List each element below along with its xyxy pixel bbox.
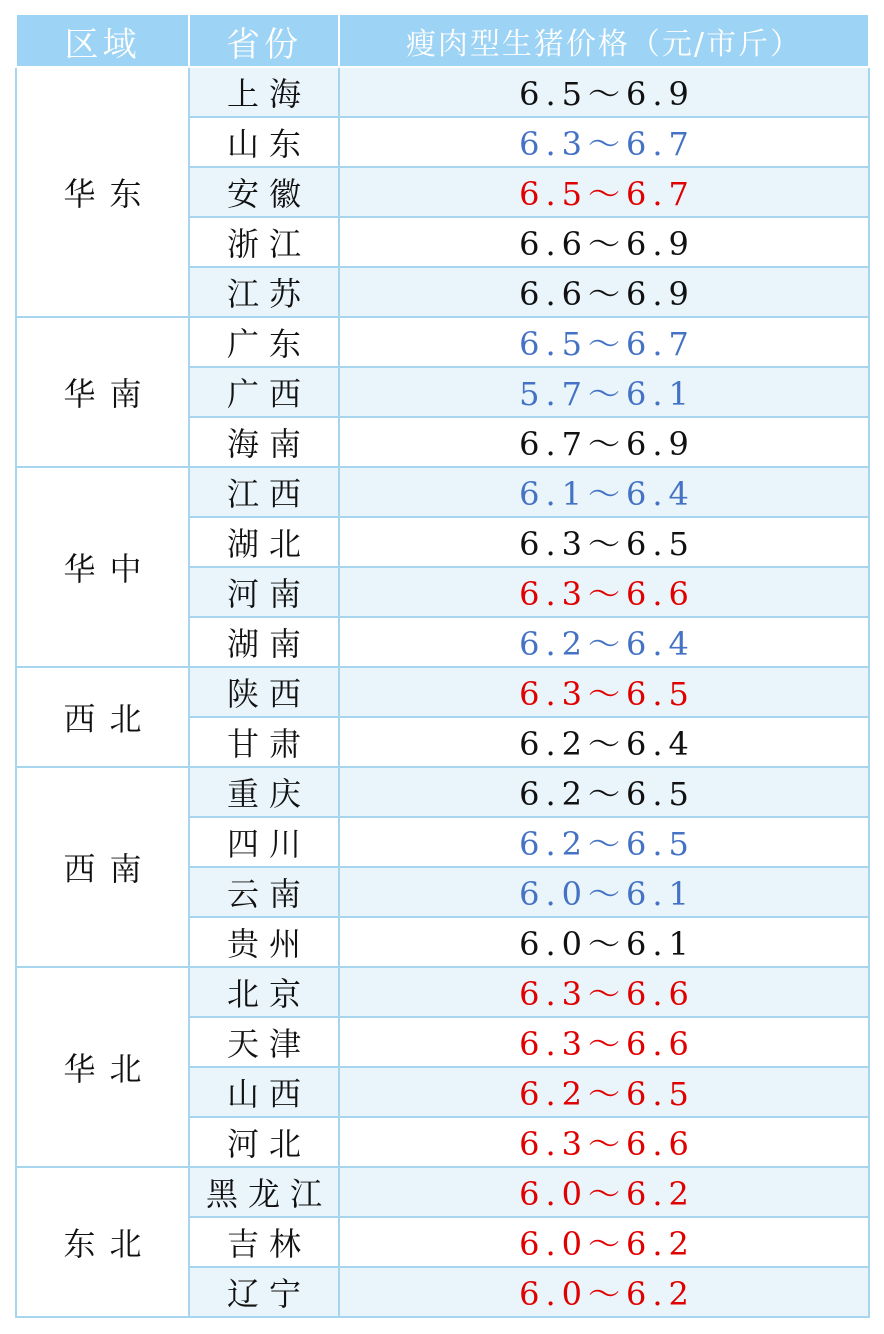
province-cell: 海南 xyxy=(189,417,339,467)
price-range-cell: 6.5～6.7 xyxy=(339,167,869,217)
province-cell: 湖南 xyxy=(189,617,339,667)
province-cell: 上海 xyxy=(189,67,339,117)
table-row xyxy=(16,1167,869,1217)
price-range-cell: 6.0～6.1 xyxy=(339,867,869,917)
price-range-cell: 6.3～6.6 xyxy=(339,1117,869,1167)
price-range-cell: 6.2～6.4 xyxy=(339,617,869,667)
province-cell: 浙江 xyxy=(189,217,339,267)
table-row xyxy=(16,317,869,367)
province-cell: 甘肃 xyxy=(189,717,339,767)
price-range-cell: 6.3～6.5 xyxy=(339,517,869,567)
province-cell: 广西 xyxy=(189,367,339,417)
province-cell: 陕西 xyxy=(189,667,339,717)
price-range-cell: 6.2～6.5 xyxy=(339,767,869,817)
region-cell: 东北 xyxy=(16,1167,189,1317)
table-row xyxy=(16,667,869,717)
price-range-cell: 6.1～6.4 xyxy=(339,467,869,517)
province-cell: 安徽 xyxy=(189,167,339,217)
price-range-cell: 6.3～6.6 xyxy=(339,967,869,1017)
province-cell: 江苏 xyxy=(189,267,339,317)
table-row xyxy=(16,967,869,1017)
region-cell: 西南 xyxy=(16,767,189,967)
price-range-cell: 6.2～6.4 xyxy=(339,717,869,767)
province-cell: 天津 xyxy=(189,1017,339,1067)
province-cell: 广东 xyxy=(189,317,339,367)
pig-price-table xyxy=(15,15,870,1318)
price-range-cell: 5.7～6.1 xyxy=(339,367,869,417)
price-range-cell: 6.6～6.9 xyxy=(339,217,869,267)
header-province: 省份 xyxy=(189,16,339,68)
price-range-cell: 6.2～6.5 xyxy=(339,817,869,867)
header-row xyxy=(16,16,869,68)
region-cell: 华南 xyxy=(16,317,189,467)
province-cell: 黑龙江 xyxy=(189,1167,339,1217)
table-body xyxy=(16,67,869,1317)
price-range-cell: 6.2～6.5 xyxy=(339,1067,869,1117)
price-range-cell: 6.0～6.2 xyxy=(339,1167,869,1217)
province-cell: 山东 xyxy=(189,117,339,167)
province-cell: 四川 xyxy=(189,817,339,867)
price-range-cell: 6.0～6.1 xyxy=(339,917,869,967)
region-cell: 西北 xyxy=(16,667,189,767)
price-range-cell: 6.5～6.7 xyxy=(339,317,869,367)
table-row xyxy=(16,67,869,117)
table-header xyxy=(16,16,869,68)
price-range-cell: 6.3～6.6 xyxy=(339,567,869,617)
price-range-cell: 6.6～6.9 xyxy=(339,267,869,317)
province-cell: 重庆 xyxy=(189,767,339,817)
price-range-cell: 6.3～6.7 xyxy=(339,117,869,167)
province-cell: 江西 xyxy=(189,467,339,517)
province-cell: 贵州 xyxy=(189,917,339,967)
region-cell: 华中 xyxy=(16,467,189,667)
province-cell: 山西 xyxy=(189,1067,339,1117)
province-cell: 河南 xyxy=(189,567,339,617)
price-range-cell: 6.0～6.2 xyxy=(339,1217,869,1267)
price-range-cell: 6.7～6.9 xyxy=(339,417,869,467)
price-range-cell: 6.5～6.9 xyxy=(339,67,869,117)
price-range-cell: 6.3～6.6 xyxy=(339,1017,869,1067)
province-cell: 北京 xyxy=(189,967,339,1017)
province-cell: 湖北 xyxy=(189,517,339,567)
header-price: 瘦肉型生猪价格（元/市斤） xyxy=(339,16,869,68)
header-region: 区域 xyxy=(16,16,189,68)
province-cell: 河北 xyxy=(189,1117,339,1167)
table-row xyxy=(16,467,869,517)
region-cell: 华北 xyxy=(16,967,189,1167)
price-range-cell: 6.0～6.2 xyxy=(339,1267,869,1317)
province-cell: 吉林 xyxy=(189,1217,339,1267)
province-cell: 辽宁 xyxy=(189,1267,339,1317)
province-cell: 云南 xyxy=(189,867,339,917)
table-row xyxy=(16,767,869,817)
region-cell: 华东 xyxy=(16,67,189,317)
price-range-cell: 6.3～6.5 xyxy=(339,667,869,717)
